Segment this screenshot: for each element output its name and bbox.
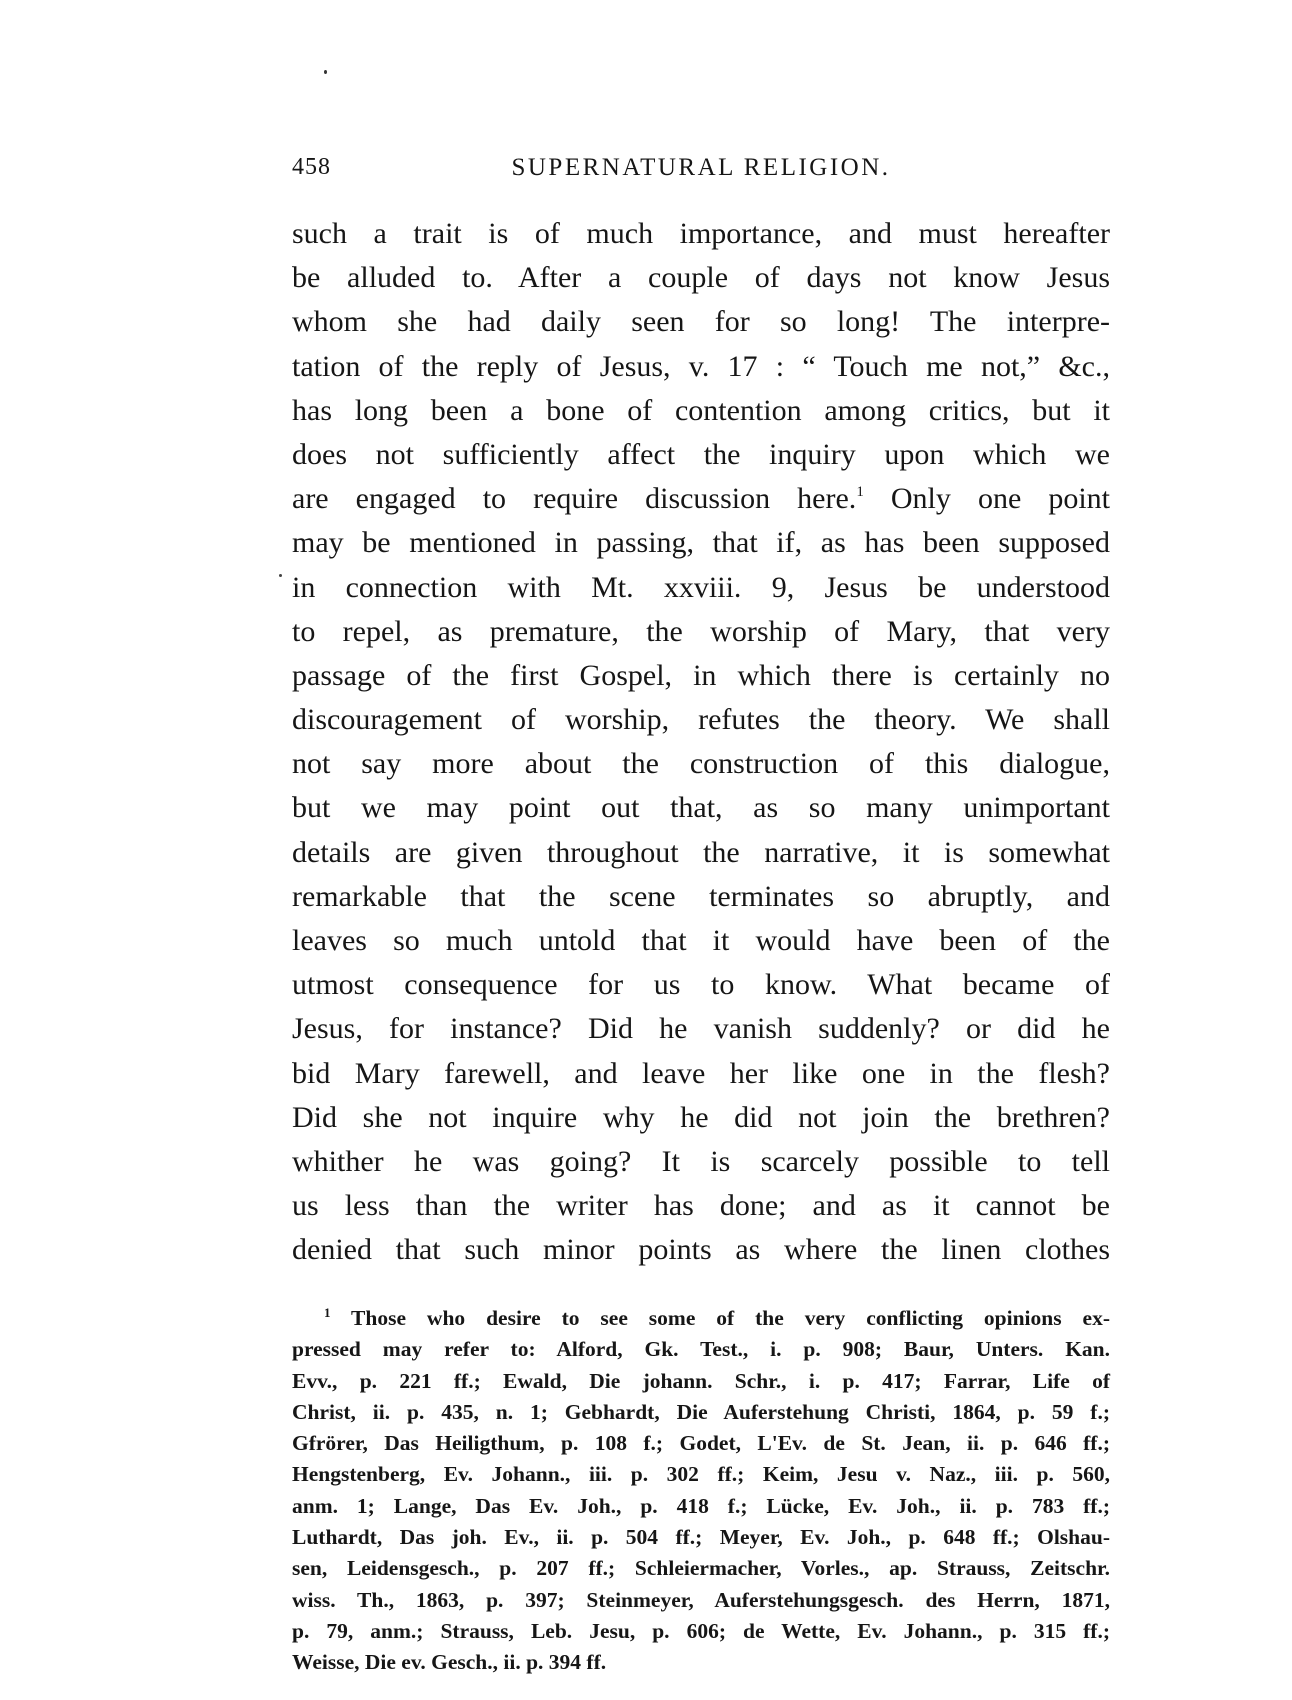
- footnote-line: Gfrörer, Das Heiligthum, p. 108 f.; Godet, L'Ev. de St. Jean, ii. p. 646 ff.;: [292, 1431, 1110, 1456]
- body-line: but we may point out that, as so many unimportant: [292, 791, 1110, 825]
- body-line: such a trait is of much importance, and must hereafter: [292, 217, 1110, 250]
- footnote-reference: 1: [856, 484, 864, 501]
- body-line: discouragement of worship, refutes the theory. We shall: [292, 703, 1110, 737]
- body-line: passage of the first Gospel, in which there is certainly no: [292, 658, 1110, 692]
- body-line: leaves so much untold that it would have been of the: [292, 924, 1110, 957]
- footnote-line: Christ, ii. p. 435, n. 1; Gebhardt, Die Auferstehung Christi, 1864, p. 59 f.;: [292, 1399, 1110, 1424]
- body-line: remarkable that the scene terminates so abruptly, and: [292, 879, 1110, 913]
- body-line-text: Only one point: [863, 482, 1110, 516]
- body-line: bid Mary farewell, and leave her like one in the flesh?: [292, 1056, 1110, 1090]
- body-line: to repel, as premature, the worship of Mary, that very: [292, 614, 1110, 648]
- footnote: [292, 1303, 1110, 1679]
- page-number: 458: [292, 154, 331, 180]
- body-line: be alluded to. After a couple of days not know Jesus: [292, 261, 1110, 295]
- footnote-line: p. 79, anm.; Strauss, Leb. Jesu, p. 606; de Wette, Ev. Johann., p. 315 ff.;: [292, 1618, 1110, 1643]
- footnote-line: Weisse, Die ev. Gesch., ii. p. 394 ff.: [292, 1650, 607, 1675]
- body-line: in connection with Mt. xxviii. 9, Jesus be understood: [292, 570, 1110, 604]
- body-line: us less than the writer has done; and as it cannot be: [292, 1189, 1110, 1223]
- body-line: does not sufficiently affect the inquiry upon which we: [292, 437, 1110, 471]
- ink-speck: [324, 70, 327, 74]
- footnote-line: anm. 1; Lange, Das Ev. Joh., p. 418 f.; Lücke, Ev. Joh., ii. p. 783 ff.;: [292, 1493, 1110, 1518]
- body-line: tation of the reply of Jesus, v. 17 : “ Touch me not,” &c.,: [292, 349, 1110, 383]
- body-line: has long been a bone of contention among critics, but it: [292, 393, 1110, 427]
- footnote-line: Hengstenberg, Ev. Johann., iii. p. 302 ff.; Keim, Jesu v. Naz., iii. p. 560,: [292, 1462, 1110, 1487]
- ink-speck: [279, 574, 282, 577]
- body-line: not say more about the construction of this dialogue,: [292, 747, 1110, 781]
- page-header: [292, 154, 1110, 194]
- footnote-marker: 1: [324, 1305, 331, 1320]
- body-line: whither he was going? It is scarcely possible to tell: [292, 1144, 1110, 1178]
- body-line: Did she not inquire why he did not join the brethren?: [292, 1100, 1110, 1134]
- footnote-line: Evv., p. 221 ff.; Ewald, Die johann. Schr., i. p. 417; Farrar, Life of: [292, 1368, 1110, 1393]
- running-title: SUPERNATURAL RELIGION.: [511, 154, 891, 181]
- footnote-line: wiss. Th., 1863, p. 397; Steinmeyer, Auferstehungsgesch. des Herrn, 1871,: [292, 1587, 1110, 1612]
- body-line: utmost consequence for us to know. What became of: [292, 968, 1110, 1002]
- footnote-line: [292, 1303, 1110, 1334]
- footnote-line-text: Those who desire to see some of the very conflicting opinions ex-: [351, 1306, 1110, 1330]
- body-line-text: are engaged to require discussion here.: [292, 482, 857, 516]
- footnote-line: pressed may refer to: Alford, Gk. Test., i. p. 908; Baur, Unters. Kan.: [292, 1337, 1110, 1362]
- body-text: [292, 212, 1110, 1273]
- footnote-line: sen, Leidensgesch., p. 207 ff.; Schleiermacher, Vorles., ap. Strauss, Zeitschr.: [292, 1556, 1110, 1581]
- footnote-line: Luthardt, Das joh. Ev., ii. p. 504 ff.; Meyer, Ev. Joh., p. 648 ff.; Olshau-: [292, 1525, 1110, 1550]
- body-line: details are given throughout the narrative, it is somewhat: [292, 835, 1110, 869]
- body-line: may be mentioned in passing, that if, as has been supposed: [292, 526, 1110, 560]
- body-line: whom she had daily seen for so long! The interpre-: [292, 305, 1110, 339]
- body-line: Jesus, for instance? Did he vanish suddenly? or did he: [292, 1012, 1110, 1046]
- body-line: denied that such minor points as where the linen clothes: [292, 1233, 1110, 1267]
- body-line: [292, 477, 1110, 521]
